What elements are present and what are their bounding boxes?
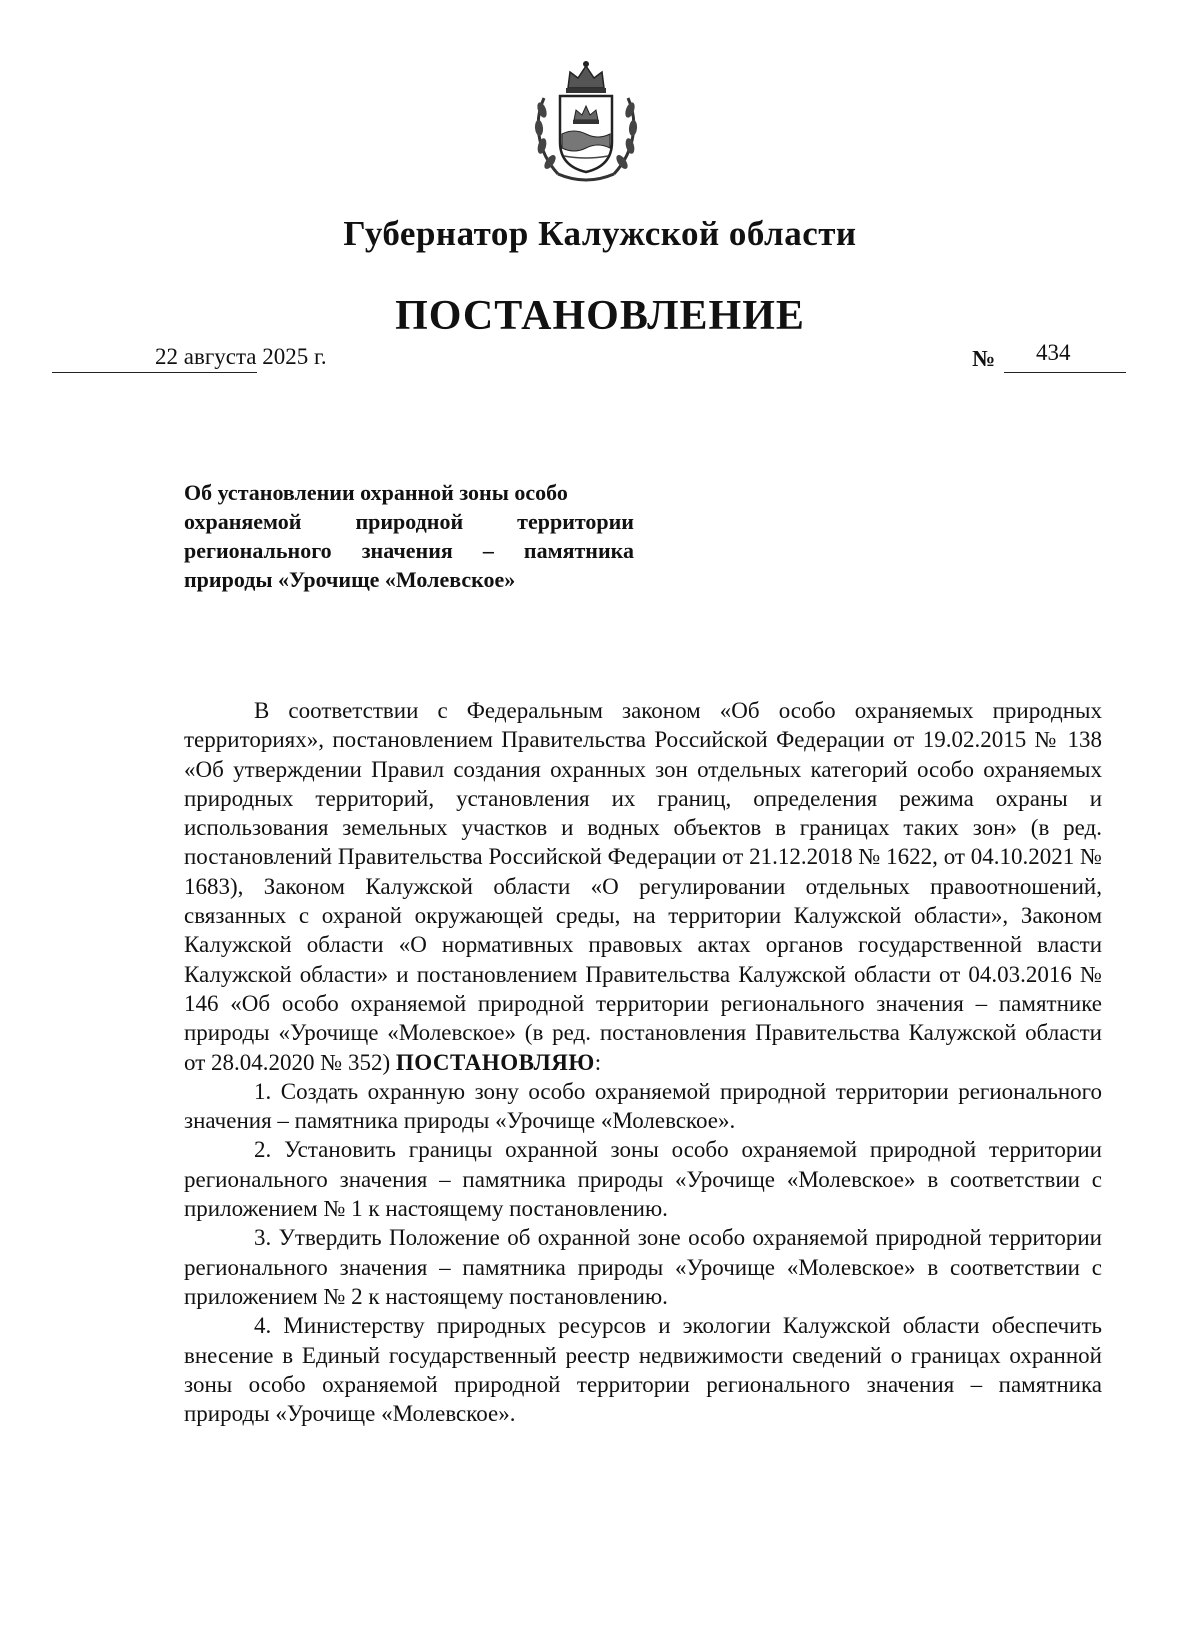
- document-date: 22 августа 2025 г.: [155, 344, 327, 369]
- clause-2: 2. Установить границы охранной зоны особо охраняемой природной территории регионального значения – памятника природы «Урочище «Молевское» в соответствии с приложением № 1 к настоящему постановлению.: [184, 1137, 1102, 1222]
- decree-colon: :: [594, 1049, 602, 1075]
- issuing-authority: Губернатор Калужской области: [343, 214, 857, 253]
- subject-line: регионального значения – памятника: [184, 538, 634, 563]
- number-sign: №: [972, 346, 996, 371]
- date-underline: [52, 372, 257, 373]
- kaluga-coat-of-arms-icon: [530, 58, 642, 190]
- decree-word: ПОСТАНОВЛЯЮ: [395, 1049, 595, 1075]
- subject-line: охраняемой природной территории: [184, 509, 634, 534]
- preamble-paragraph: [184, 696, 1102, 1077]
- clause-4: 4. Министерству природных ресурсов и экологии Калужской области обеспечить внесение в Единый государственный реестр недвижимости сведений о границах охранной зоны особо охраняемой природной территории регионального значения – памятника природы «Урочище «Молевское».: [184, 1313, 1102, 1427]
- subject-line: природы «Урочище «Молевское»: [184, 567, 516, 592]
- document-subject: [184, 478, 634, 594]
- document-type-title: ПОСТАНОВЛЕНИЕ: [395, 293, 805, 339]
- document-body: [184, 696, 1102, 1428]
- preamble-text: В соответствии с Федеральным законом «Об особо охраняемых природных территориях», постановлением Правительства Российской Федерации от 19.02.2015 № 138 «Об утверждении Правил создания охранных зон отдельных категорий особо охраняемых природных территорий, установления их границ, определения режима охраны и использования земельных участков и водных объектов в границах таких зон» (в ред. постановлений Правительства Российской Федерации от 21.12.2018 № 1622, от 04.10.2021 № 1683), Законом Калужской области «О регулировании отдельных правоотношений, связанных с охраной окружающей среды, на территории Калужской области», Законом Калужской области «О нормативных правовых актах органов государственной власти Калужской области» и постановлением Правительства Калужской области от 04.03.2016 № 146 «Об особо охраняемой природной территории регионального значения – памятнике природы «Урочище «Молевское» (в ред. постановления Правительства Калужской области от 28.04.2020 № 352): [184, 698, 1102, 1075]
- document-number: 434: [1036, 340, 1071, 365]
- clause-1: 1. Создать охранную зону особо охраняемой природной территории регионального значения – памятника природы «Урочище «Молевское».: [184, 1078, 1102, 1134]
- subject-line: Об установлении охранной зоны особо: [184, 480, 568, 505]
- number-underline: [1004, 372, 1126, 373]
- clause-3: 3. Утвердить Положение об охранной зоне особо охраняемой природной территории регионального значения – памятника природы «Урочище «Молевское» в соответствии с приложением № 2 к настоящему постановлению.: [184, 1225, 1102, 1309]
